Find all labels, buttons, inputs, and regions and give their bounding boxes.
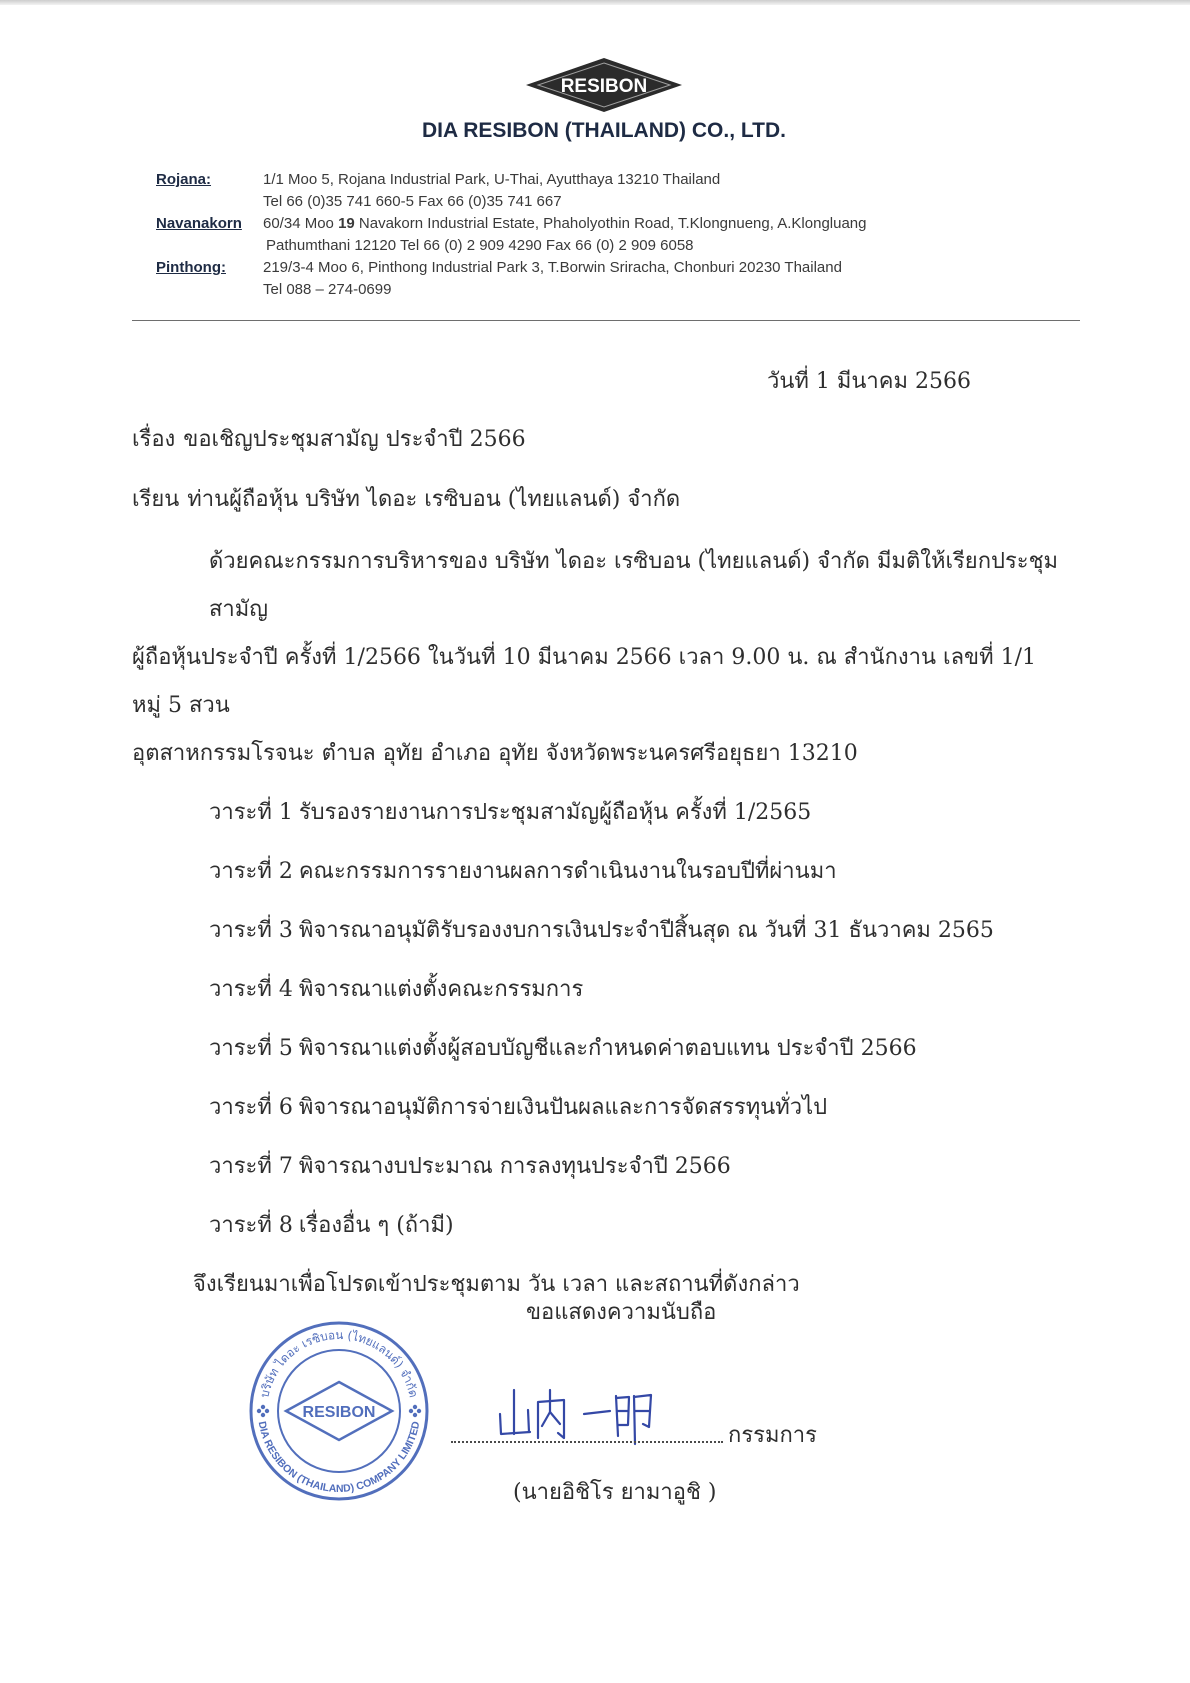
subject-label: เรื่อง: [132, 427, 176, 452]
address-part: 60/34 Moo: [263, 215, 339, 232]
address-label-spacer: [156, 235, 263, 257]
agenda-number: วาระที่ 7: [209, 1154, 293, 1179]
agenda-number: วาระที่ 6: [209, 1095, 293, 1120]
address-row-rojana: [156, 169, 1056, 191]
recipient-label: เรียน: [132, 487, 180, 512]
resibon-logo: [524, 55, 684, 115]
seal-left-flower-icon: [257, 1405, 269, 1417]
address-label-pinthong: Pinthong:: [156, 259, 226, 276]
address-part: Navakorn Industrial Estate, Phaholyothin Road, T.Klongnueng, A.Klongluang: [354, 215, 867, 232]
letter-body: [132, 410, 1060, 1314]
agenda-item: [132, 1019, 1060, 1078]
recipient-line: [132, 470, 1060, 530]
logo-text: RESIBON: [560, 76, 648, 97]
agenda-number: วาระที่ 1: [209, 800, 293, 825]
address-value: [263, 213, 867, 235]
paragraph-line: อุตสาหกรรมโรจนะ ตำบล อุทัย อำเภอ อุทัย จังหวัดพระนครศรีอยุธยา 13210: [132, 741, 858, 766]
closing-sentence: จึงเรียนมาเพื่อโปรดเข้าประชุมตาม วัน เวลา และสถานที่ดังกล่าว: [193, 1272, 800, 1297]
address-phone: Pathumthani 12120 Tel 66 (0) 2 909 4290 Fax 66 (0) 2 909 6058: [266, 237, 694, 254]
address-label-rojana: Rojana:: [156, 171, 212, 188]
address-label-spacer: [156, 279, 263, 301]
seal-center-text: RESIBON: [302, 1404, 376, 1421]
address-part-bold: 19: [338, 215, 355, 232]
agenda-number: วาระที่ 8: [209, 1213, 293, 1238]
agenda-text: พิจารณาแต่งตั้งคณะกรรมการ: [298, 977, 584, 1002]
agenda-number: วาระที่ 2: [209, 859, 293, 884]
letterhead-divider: [132, 320, 1080, 321]
signature-dotted-line: [451, 1441, 723, 1443]
paragraph-line: ผู้ถือหุ้นประจำปี ครั้งที่ 1/2566 ในวันที่ 10 มีนาคม 2566 เวลา 9.00 น. ณ สำนักงาน เลขที่ 1/1 หมู่ 5 สวน: [132, 645, 1036, 718]
agenda-item: [132, 1137, 1060, 1196]
recipient-text: ท่านผู้ถือหุ้น บริษัท ไดอะ เรซิบอน (ไทยแลนด์) จำกัด: [187, 487, 681, 512]
address-value: 219/3-4 Moo 6, Pinthong Industrial Park 3, T.Borwin Sriracha, Chonburi 20230 Thailand: [263, 259, 842, 276]
address-block: [156, 169, 1056, 301]
paragraph-line: ด้วยคณะกรรมการบริหารของ บริษัท ไดอะ เรซิบอน (ไทยแลนด์) จำกัด มีมติให้เรียกประชุมสามัญ: [209, 549, 1059, 622]
address-label-spacer: [156, 191, 263, 213]
seal-top-textpath: บริษัท ไดอะ เรซิบอน (ไทยแลนด์) จำกัด: [257, 1327, 421, 1400]
company-name: DIA RESIBON (THAILAND) CO., LTD.: [422, 119, 786, 142]
agenda-text: คณะกรรมการรายงานผลการดำเนินงานในรอบปีที่ผ่านมา: [298, 859, 837, 884]
handwritten-signature: [492, 1384, 667, 1446]
signer-name: (นายอิชิโร ยามาอูชิ ): [513, 1480, 717, 1505]
address-value: 1/1 Moo 5, Rojana Industrial Park, U-Thai, Ayutthaya 13210 Thailand: [263, 171, 721, 188]
address-row-navanakorn: [156, 213, 1056, 235]
seal-bottom-textpath: DIA RESIBON (THAILAND) COMPANY LIMITED: [255, 1420, 423, 1496]
agenda-text: รับรองรายงานการประชุมสามัญผู้ถือหุ้น ครั้งที่ 1/2565: [298, 800, 812, 825]
agenda-item: [132, 960, 1060, 1019]
address-phone: Tel 088 – 274-0699: [263, 281, 392, 298]
agenda-item: [132, 901, 1060, 960]
agenda-item: [132, 1196, 1060, 1255]
agenda-number: วาระที่ 5: [209, 1036, 293, 1061]
company-seal: [246, 1318, 432, 1504]
address-row-pinthong: [156, 257, 1056, 279]
address-row-pinthong-phone: [156, 279, 1056, 301]
agenda-number: วาระที่ 4: [209, 977, 293, 1002]
agenda-item: [132, 1078, 1060, 1137]
seal-right-flower-icon: [409, 1405, 421, 1417]
letter-date: วันที่ 1 มีนาคม 2566: [767, 369, 971, 394]
agenda-text: พิจารณาแต่งตั้งผู้สอบบัญชีและกำหนดค่าตอบแทน ประจำปี 2566: [298, 1036, 917, 1061]
agenda-number: วาระที่ 3: [209, 918, 293, 943]
address-phone: Tel 66 (0)35 741 660-5 Fax 66 (0)35 741 667: [263, 193, 562, 210]
agenda-text: พิจารณาอนุมัติการจ่ายเงินปันผลและการจัดสรรทุนทั่วไป: [298, 1095, 828, 1120]
address-label-navanakorn: Navanakorn: [156, 215, 242, 232]
agenda-text: เรื่องอื่น ๆ (ถ้ามี): [298, 1213, 454, 1238]
agenda-item: [132, 842, 1060, 901]
subject-line: [132, 410, 1060, 470]
agenda-text: พิจารณางบประมาณ การลงทุนประจำปี 2566: [298, 1154, 731, 1179]
agenda-list: [132, 783, 1060, 1255]
signer-title: กรรมการ: [728, 1423, 817, 1448]
address-row-rojana-phone: [156, 191, 1056, 213]
scan-edge: [0, 0, 1190, 5]
body-paragraph: [132, 538, 1060, 778]
agenda-text: พิจารณาอนุมัติรับรองงบการเงินประจำปีสิ้นสุด ณ วันที่ 31 ธันวาคม 2565: [298, 918, 994, 943]
subject-text: ขอเชิญประชุมสามัญ ประจำปี 2566: [183, 427, 526, 452]
regards-text: ขอแสดงความนับถือ: [526, 1300, 717, 1325]
agenda-item: [132, 783, 1060, 842]
address-row-navanakorn-phone: [156, 235, 1056, 257]
